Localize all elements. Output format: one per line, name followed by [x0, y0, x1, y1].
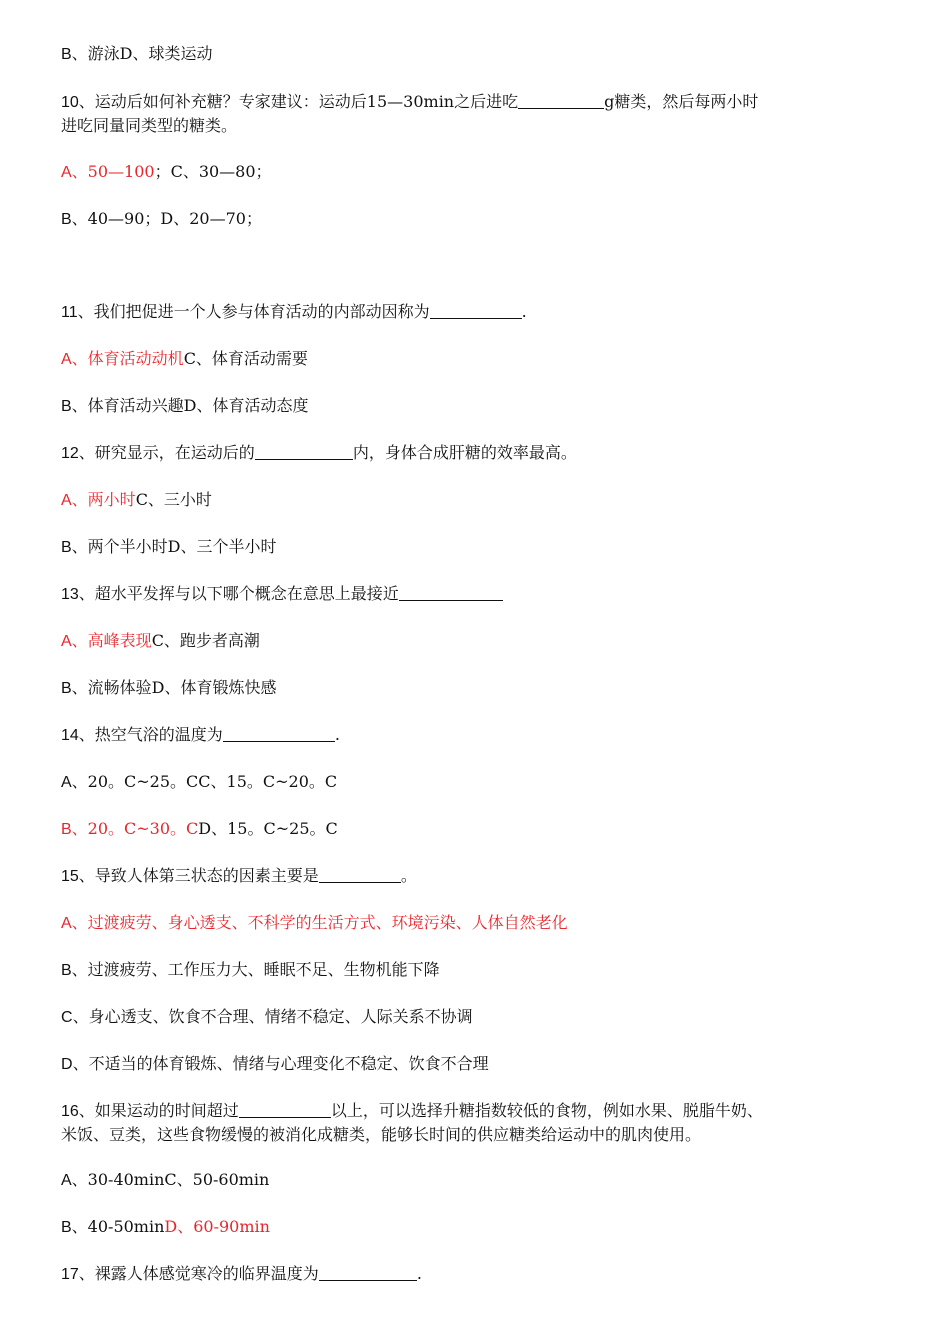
- item-label: 10: [61, 94, 79, 111]
- option-line-10a: [61, 160, 891, 185]
- option-line-9b: [61, 42, 891, 67]
- item-label: C: [61, 1009, 73, 1026]
- option-text: C、三小时: [135, 490, 212, 509]
- question-text: .: [334, 725, 340, 744]
- item-label: A: [61, 633, 72, 650]
- answer-blank: [399, 584, 503, 601]
- item-label: B: [61, 539, 72, 556]
- question-text: 13、超水平发挥与以下哪个概念在意思上最接近: [61, 584, 399, 603]
- text: B、游泳D、球类运动: [61, 44, 213, 63]
- answer-blank: [518, 92, 604, 109]
- answer-blank: [239, 1101, 331, 1118]
- question-15: [61, 864, 891, 889]
- option-line-13a: [61, 629, 891, 654]
- item-label: A: [61, 164, 72, 181]
- item-label: B: [61, 821, 72, 838]
- answer-blank: [319, 866, 401, 883]
- option-line-16a: [61, 1168, 891, 1193]
- correct-answer: A、50—100: [61, 162, 155, 181]
- option-text: B、体育活动兴趣D、体育活动态度: [61, 396, 309, 415]
- question-13: [61, 582, 891, 607]
- option-text: A、30-40minC、50-60min: [61, 1170, 270, 1189]
- item-label: A: [61, 492, 72, 509]
- item-label: A: [61, 915, 72, 932]
- question-16-continued: [61, 1123, 891, 1147]
- answer-blank: [223, 725, 335, 742]
- option-line-16b: [61, 1215, 891, 1240]
- option-text: B、流畅体验D、体育锻炼快感: [61, 678, 277, 697]
- option-line-11b: [61, 394, 891, 419]
- answer-blank: [255, 443, 353, 460]
- option-text: A、20。C~25。CC、15。C~20。C: [61, 772, 338, 791]
- option-text: B、两个半小时D、三个半小时: [61, 537, 277, 556]
- question-text: .: [521, 302, 527, 321]
- item-label: D: [61, 1056, 73, 1073]
- item-label: B: [61, 680, 72, 697]
- option-text: B、40-50min: [61, 1217, 165, 1236]
- item-label: B: [61, 1219, 72, 1236]
- question-11: [61, 300, 891, 325]
- answer-blank: [430, 302, 522, 319]
- option-line-15d: [61, 1052, 891, 1077]
- option-text: C、身心透支、饮食不合理、情绪不稳定、人际关系不协调: [61, 1007, 473, 1026]
- option-text: C、体育活动需要: [183, 349, 308, 368]
- correct-answer: A、两小时: [61, 490, 136, 509]
- option-line-15b: [61, 958, 891, 983]
- question-text: 11、我们把促进一个人参与体育活动的内部动因称为: [61, 302, 430, 321]
- item-label: A: [61, 1172, 72, 1189]
- option-line-14b: [61, 817, 891, 842]
- question-text: 米饭、豆类，这些食物缓慢的被消化成糖类，能够长时间的供应糖类给运动中的肌肉使用。: [61, 1125, 702, 1144]
- question-text: 15、导致人体第三状态的因素主要是: [61, 866, 319, 885]
- item-label: 14: [61, 727, 79, 744]
- question-text: 10、运动后如何补充糖？专家建议：运动后15—30min之后进吃: [61, 92, 519, 111]
- item-label: 16: [61, 1103, 79, 1120]
- question-16: [61, 1099, 891, 1124]
- correct-answer: A、体育活动动机: [61, 349, 184, 368]
- question-text: 17、裸露人体感觉寒冷的临界温度为: [61, 1264, 319, 1283]
- question-text: g糖类，然后每两小时: [604, 92, 759, 111]
- question-10: [61, 90, 891, 115]
- question-text: 14、热空气浴的温度为: [61, 725, 223, 744]
- question-text: 16、如果运动的时间超过: [61, 1101, 239, 1120]
- item-label: 15: [61, 868, 79, 885]
- item-label: 12: [61, 445, 79, 462]
- option-text: D、15。C~25。C: [198, 819, 338, 838]
- item-label: 13: [61, 586, 79, 603]
- item-label: A: [61, 351, 72, 368]
- question-14: [61, 723, 891, 748]
- option-line-15a: [61, 911, 891, 936]
- option-text: B、过渡疲劳、工作压力大、睡眠不足、生物机能下降: [61, 960, 440, 979]
- item-label: A: [61, 774, 72, 791]
- question-text: 。: [400, 866, 417, 885]
- item-label: B: [61, 398, 72, 415]
- question-12: [61, 441, 891, 466]
- question-text: .: [416, 1264, 422, 1283]
- answer-blank: [319, 1264, 417, 1281]
- option-line-11a: [61, 347, 891, 372]
- item-label: 11: [61, 304, 78, 321]
- correct-answer: A、高峰表现: [61, 631, 152, 650]
- question-text: 内，身体合成肝糖的效率最高。: [352, 443, 577, 462]
- question-17: [61, 1262, 891, 1287]
- option-line-13b: [61, 676, 891, 701]
- correct-answer: B、20。C~30。C: [61, 819, 199, 838]
- question-text: 进吃同量同类型的糖类。: [61, 116, 238, 135]
- question-text: 12、研究显示，在运动后的: [61, 443, 255, 462]
- option-text: B、40—90；D、20—70；: [61, 209, 262, 228]
- option-text: D、不适当的体育锻炼、情绪与心理变化不稳定、饮食不合理: [61, 1054, 489, 1073]
- option-line-14a: [61, 770, 891, 795]
- option-text: C、跑步者高潮: [151, 631, 260, 650]
- correct-answer: D、60-90min: [164, 1217, 270, 1236]
- item-label: B: [61, 962, 72, 979]
- item-label: B: [61, 46, 72, 63]
- question-text: 以上，可以选择升糖指数较低的食物，例如水果、脱脂牛奶、: [330, 1101, 763, 1120]
- question-10-continued: [61, 114, 891, 138]
- option-line-12a: [61, 488, 891, 513]
- option-line-15c: [61, 1005, 891, 1030]
- item-label: B: [61, 211, 72, 228]
- option-text: ；C、30—80；: [154, 162, 272, 181]
- item-label: 17: [61, 1266, 79, 1283]
- option-line-12b: [61, 535, 891, 560]
- correct-answer: A、过渡疲劳、身心透支、不科学的生活方式、环境污染、人体自然老化: [61, 913, 568, 932]
- option-line-10b: [61, 207, 891, 232]
